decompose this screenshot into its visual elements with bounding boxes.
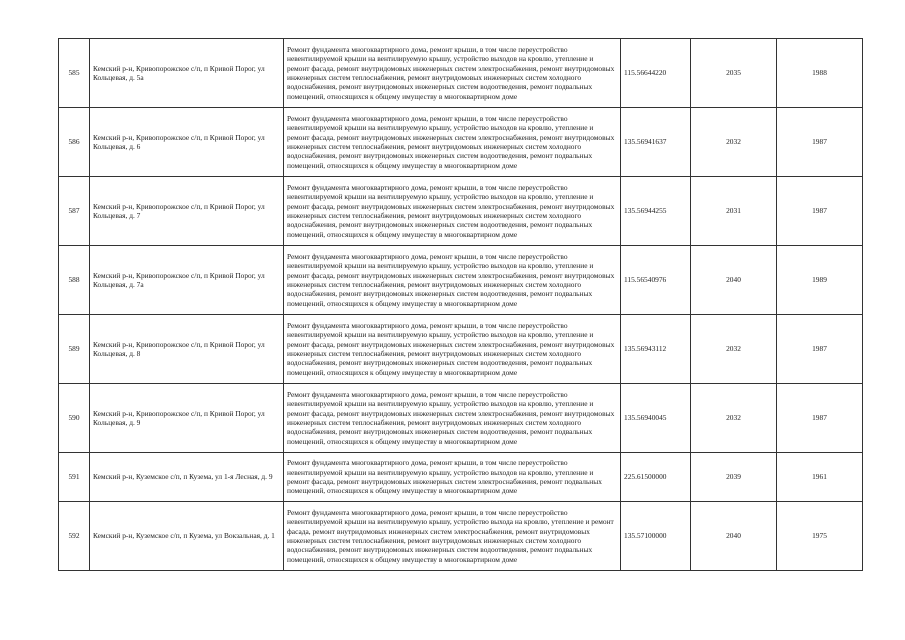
row-number: 591 xyxy=(59,453,90,502)
building-area: 135.56940045 xyxy=(621,384,691,453)
table-row xyxy=(59,502,863,571)
repair-works: Ремонт фундамента многоквартирного дома, ремонт крыши, в том числе переустройство невентилируемой крыши на вентилируемую крышу, устройство выходов на кровлю, утепление и ремонт фасада, ремонт внутридомовых инженерных систем электроснабжения, ремонт внутридомовых инженерных систем теплоснабжения, ремонт внутридомовых инженерных систем холодного водоснабжения, ремонт внутридомовых инженерных систем водоотведения, ремонт подвальных помещений, относящихся к общему имуществу в многоквартирном доме xyxy=(284,315,621,384)
building-address: Кемский р-н, Кривопорожское с/п, п Кривой Порог, ул Кольцевая, д. 5а xyxy=(90,39,284,108)
repair-works: Ремонт фундамента многоквартирного дома, ремонт крыши, в том числе переустройство невентилируемой крыши на вентилируемую крышу, устройство выходов на кровлю, утепление и ремонт фасада, ремонт внутридомовых инженерных систем электроснабжения, ремонт внутридомовых инженерных систем теплоснабжения, ремонт внутридомовых инженерных систем холодного водоснабжения, ремонт внутридомовых инженерных систем водоотведения, ремонт подвальных помещений, относящихся к общему имуществу в многоквартирном доме xyxy=(284,384,621,453)
planned-year: 2035 xyxy=(691,39,777,108)
row-number: 592 xyxy=(59,502,90,571)
table-row xyxy=(59,315,863,384)
table-row xyxy=(59,177,863,246)
building-area: 115.56540976 xyxy=(621,246,691,315)
building-area: 135.56944255 xyxy=(621,177,691,246)
built-year: 1987 xyxy=(777,177,863,246)
repair-works: Ремонт фундамента многоквартирного дома, ремонт крыши, в том числе переустройство невентилируемой крыши на вентилируемую крышу, устройство выходов на кровлю, утепление и ремонт фасада, ремонт внутридомовых инженерных систем электроснабжения, ремонт внутридомовых инженерных систем теплоснабжения, ремонт внутридомовых инженерных систем холодного водоснабжения, ремонт внутридомовых инженерных систем водоотведения, ремонт подвальных помещений, относящихся к общему имуществу в многоквартирном доме xyxy=(284,108,621,177)
row-number: 585 xyxy=(59,39,90,108)
row-number: 590 xyxy=(59,384,90,453)
buildings-table xyxy=(58,38,863,571)
building-address: Кемский р-н, Куземское с/п, п Кузема, ул Вокзальная, д. 1 xyxy=(90,502,284,571)
built-year: 1987 xyxy=(777,315,863,384)
row-number: 587 xyxy=(59,177,90,246)
built-year: 1961 xyxy=(777,453,863,502)
table-row xyxy=(59,108,863,177)
building-address: Кемский р-н, Кривопорожское с/п, п Кривой Порог, ул Кольцевая, д. 7а xyxy=(90,246,284,315)
planned-year: 2039 xyxy=(691,453,777,502)
built-year: 1987 xyxy=(777,384,863,453)
table-row xyxy=(59,39,863,108)
building-address: Кемский р-н, Куземское с/п, п Кузема, ул 1-я Лесная, д. 9 xyxy=(90,453,284,502)
planned-year: 2040 xyxy=(691,502,777,571)
building-address: Кемский р-н, Кривопорожское с/п, п Кривой Порог, ул Кольцевая, д. 9 xyxy=(90,384,284,453)
building-address: Кемский р-н, Кривопорожское с/п, п Кривой Порог, ул Кольцевая, д. 8 xyxy=(90,315,284,384)
built-year: 1989 xyxy=(777,246,863,315)
building-address: Кемский р-н, Кривопорожское с/п, п Кривой Порог, ул Кольцевая, д. 6 xyxy=(90,108,284,177)
table-row xyxy=(59,246,863,315)
planned-year: 2032 xyxy=(691,108,777,177)
built-year: 1988 xyxy=(777,39,863,108)
building-area: 135.56941637 xyxy=(621,108,691,177)
repair-works: Ремонт фундамента многоквартирного дома, ремонт крыши, в том числе переустройство невентилируемой крыши на вентилируемую крышу, устройство выходов на кровлю, утепление и ремонт фасада, ремонт внутридомовых инженерных систем электроснабжения, ремонт внутридомовых инженерных систем теплоснабжения, ремонт внутридомовых инженерных систем холодного водоснабжения, ремонт внутридомовых инженерных систем водоотведения, ремонт подвальных помещений, относящихся к общему имуществу в многоквартирном доме xyxy=(284,177,621,246)
building-address: Кемский р-н, Кривопорожское с/п, п Кривой Порог, ул Кольцевая, д. 7 xyxy=(90,177,284,246)
building-area: 135.57100000 xyxy=(621,502,691,571)
building-area: 135.56943112 xyxy=(621,315,691,384)
planned-year: 2032 xyxy=(691,315,777,384)
planned-year: 2040 xyxy=(691,246,777,315)
row-number: 586 xyxy=(59,108,90,177)
table-row xyxy=(59,384,863,453)
repair-works: Ремонт фундамента многоквартирного дома, ремонт крыши, в том числе переустройство невентилируемой крыши на вентилируемую крышу, устройство выходов на кровлю, утепление и ремонт фасада, ремонт внутридомовых инженерных систем электроснабжения, ремонт внутридомовых инженерных систем теплоснабжения, ремонт внутридомовых инженерных систем холодного водоснабжения, ремонт внутридомовых инженерных систем водоотведения, ремонт подвальных помещений, относящихся к общему имуществу в многоквартирном доме xyxy=(284,246,621,315)
built-year: 1987 xyxy=(777,108,863,177)
table-row xyxy=(59,453,863,502)
repair-works: Ремонт фундамента многоквартирного дома, ремонт крыши, в том числе переустройство невентилируемой крыши на вентилируемую крышу, устройство выхода на кровлю, утепление и ремонт фасада, ремонт внутридомовых инженерных систем электроснабжения, ремонт внутридомовых инженерных систем теплоснабжения, ремонт внутридомовых инженерных систем холодного водоснабжения, ремонт внутридомовых инженерных систем водоотведения, ремонт подвальных помещений, относящихся к общему имуществу в многоквартирном доме xyxy=(284,502,621,571)
repair-works: Ремонт фундамента многоквартирного дома, ремонт крыши, в том числе переустройство невентилируемой крыши на вентилируемую крышу, устройство выходов на кровлю, утепление и ремонт фасада, ремонт внутридомовых инженерных систем электроснабжения, ремонт внутридомовых инженерных систем теплоснабжения, ремонт внутридомовых инженерных систем холодного водоснабжения, ремонт внутридомовых инженерных систем водоотведения, ремонт подвальных помещений, относящихся к общему имуществу в многоквартирном доме xyxy=(284,39,621,108)
built-year: 1975 xyxy=(777,502,863,571)
building-area: 115.56644220 xyxy=(621,39,691,108)
row-number: 588 xyxy=(59,246,90,315)
building-area: 225.61500000 xyxy=(621,453,691,502)
row-number: 589 xyxy=(59,315,90,384)
repair-works: Ремонт фундамента многоквартирного дома, ремонт крыши, в том числе переустройство невентилируемой крыши на вентилируемую крышу, устройство выходов на кровлю, утепление и ремонт фасада, ремонт внутридомовых инженерных систем электроснабжения, ремонт подвальных помещений, относящихся к общему имуществу в многоквартирном доме xyxy=(284,453,621,502)
planned-year: 2032 xyxy=(691,384,777,453)
planned-year: 2031 xyxy=(691,177,777,246)
